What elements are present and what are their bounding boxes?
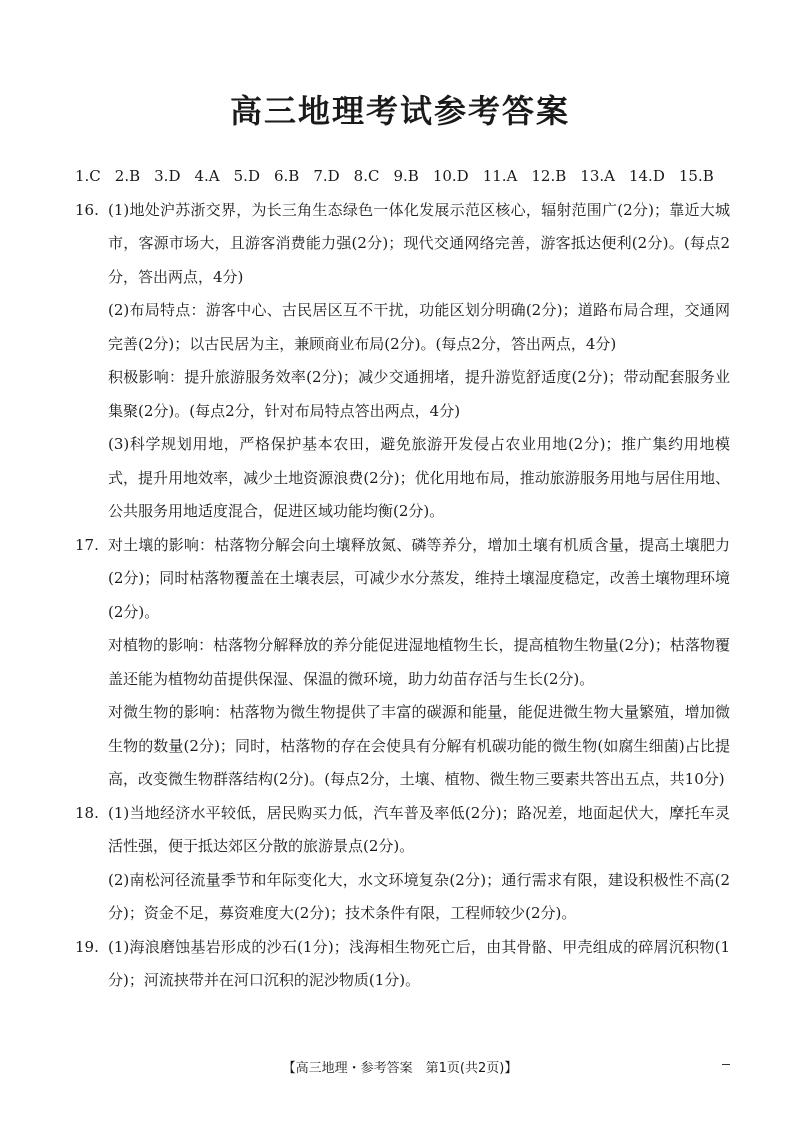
choice-answer: 3.D <box>154 167 181 185</box>
choice-answer: 2.B <box>114 167 141 185</box>
answer-paragraph: 对土壤的影响：枯落物分解会向土壤释放氮、磷等养分，增加土壤有机质含量，提高土壤肥力(2分)；同时枯落物覆盖在土壤表层，可减少水分蒸发，维持土壤湿度稳定，改善土壤物理环境(2分)。 <box>108 535 730 621</box>
choice-answer: 8.C <box>353 167 380 185</box>
choice-answer: 5.D <box>233 167 260 185</box>
page-footer: 【高三地理・参考答案 第1页(共2页)】 <box>282 1061 518 1076</box>
question-number: 16. <box>75 200 99 219</box>
choice-answers <box>75 160 730 194</box>
question-16 <box>75 194 730 529</box>
choice-answer: 11.A <box>482 167 518 185</box>
answer-paragraph: 积极影响：提升旅游服务效率(2分)；减少交通拥堵，提升游览舒适度(2分)；带动配套服务业集聚(2分)。(每点2分，针对布局特点答出两点，4分) <box>108 368 730 420</box>
choice-answer: 4.A <box>194 167 220 185</box>
choice-answer: 13.A <box>580 167 615 185</box>
question-number: 17. <box>75 535 99 554</box>
choice-answer: 9.B <box>393 167 419 185</box>
answer-paragraph: (1)地处沪苏浙交界，为长三角生态绿色一体化发展示范区核心，辐射范围广(2分)；靠近大城市，客源市场大，且游客消费能力强(2分)；现代交通网络完善，游客抵达便利(2分)。(每点2分，答出两点，4分) <box>108 200 730 286</box>
answer-paragraph: 对植物的影响：枯落物分解释放的养分能促进湿地植物生长，提高植物生物量(2分)；枯落物覆盖还能为植物幼苗提供保湿、保温的微环境，助力幼苗存活与生长(2分)。 <box>108 636 730 688</box>
question-17 <box>75 529 730 797</box>
answer-paragraph: (1)海浪磨蚀基岩形成的沙石(1分)；浅海相生物死亡后，由其骨骼、甲壳组成的碎屑沉积物(1分)；河流挟带并在河口沉积的泥沙物质(1分)。 <box>108 937 730 989</box>
choice-answer: 7.D <box>313 167 340 185</box>
answer-paragraph: (2)布局特点：游客中心、古民居区互不干扰，功能区划分明确(2分)；道路布局合理，交通网完善(2分)；以古民居为主，兼顾商业布局(2分)。(每点2分，答出两点，4分) <box>108 301 730 353</box>
choice-answer: 14.D <box>628 167 665 185</box>
choice-answer: 6.B <box>273 167 300 185</box>
choice-answer: 12.B <box>531 167 567 185</box>
question-19 <box>75 931 730 998</box>
page-mark <box>722 1064 730 1065</box>
choice-answer: 1.C <box>75 167 101 185</box>
page-title: 高三地理考试参考答案 <box>229 92 570 130</box>
question-number: 19. <box>75 937 99 956</box>
answer-paragraph: (1)当地经济水平较低，居民购买力低，汽车普及率低(2分)；路况差，地面起伏大，摩托车灵活性强，便于抵达郊区分散的旅游景点(2分)。 <box>108 803 730 855</box>
question-number: 18. <box>75 803 99 822</box>
answer-paragraph: (3)科学规划用地，严格保护基本农田，避免旅游开发侵占农业用地(2分)；推广集约用地模式，提升用地效率，减少土地资源浪费(2分)；优化用地布局，推动旅游服务用地与居住用地、公共服务用地适度混合，促进区域功能均衡(2分)。 <box>108 435 730 520</box>
choice-answer: 15.B <box>678 167 714 185</box>
question-18 <box>75 797 730 931</box>
answer-content <box>75 160 730 998</box>
answer-paragraph: (2)南松河径流量季节和年际变化大，水文环境复杂(2分)；通行需求有限，建设积极性不高(2分)；资金不足，募资难度大(2分)；技术条件有限，工程师较少(2分)。 <box>108 870 730 922</box>
answer-paragraph: 对微生物的影响：枯落物为微生物提供了丰富的碳源和能量，能促进微生物大量繁殖，增加微生物的数量(2分)；同时，枯落物的存在会使具有分解有机碳功能的微生物(如腐生细菌)占比提高，改变微生物群落结构(2分)。(每点2分，土壤、植物、微生物三要素共答出五点，共10分) <box>108 703 730 788</box>
choice-answer: 10.D <box>432 167 469 185</box>
